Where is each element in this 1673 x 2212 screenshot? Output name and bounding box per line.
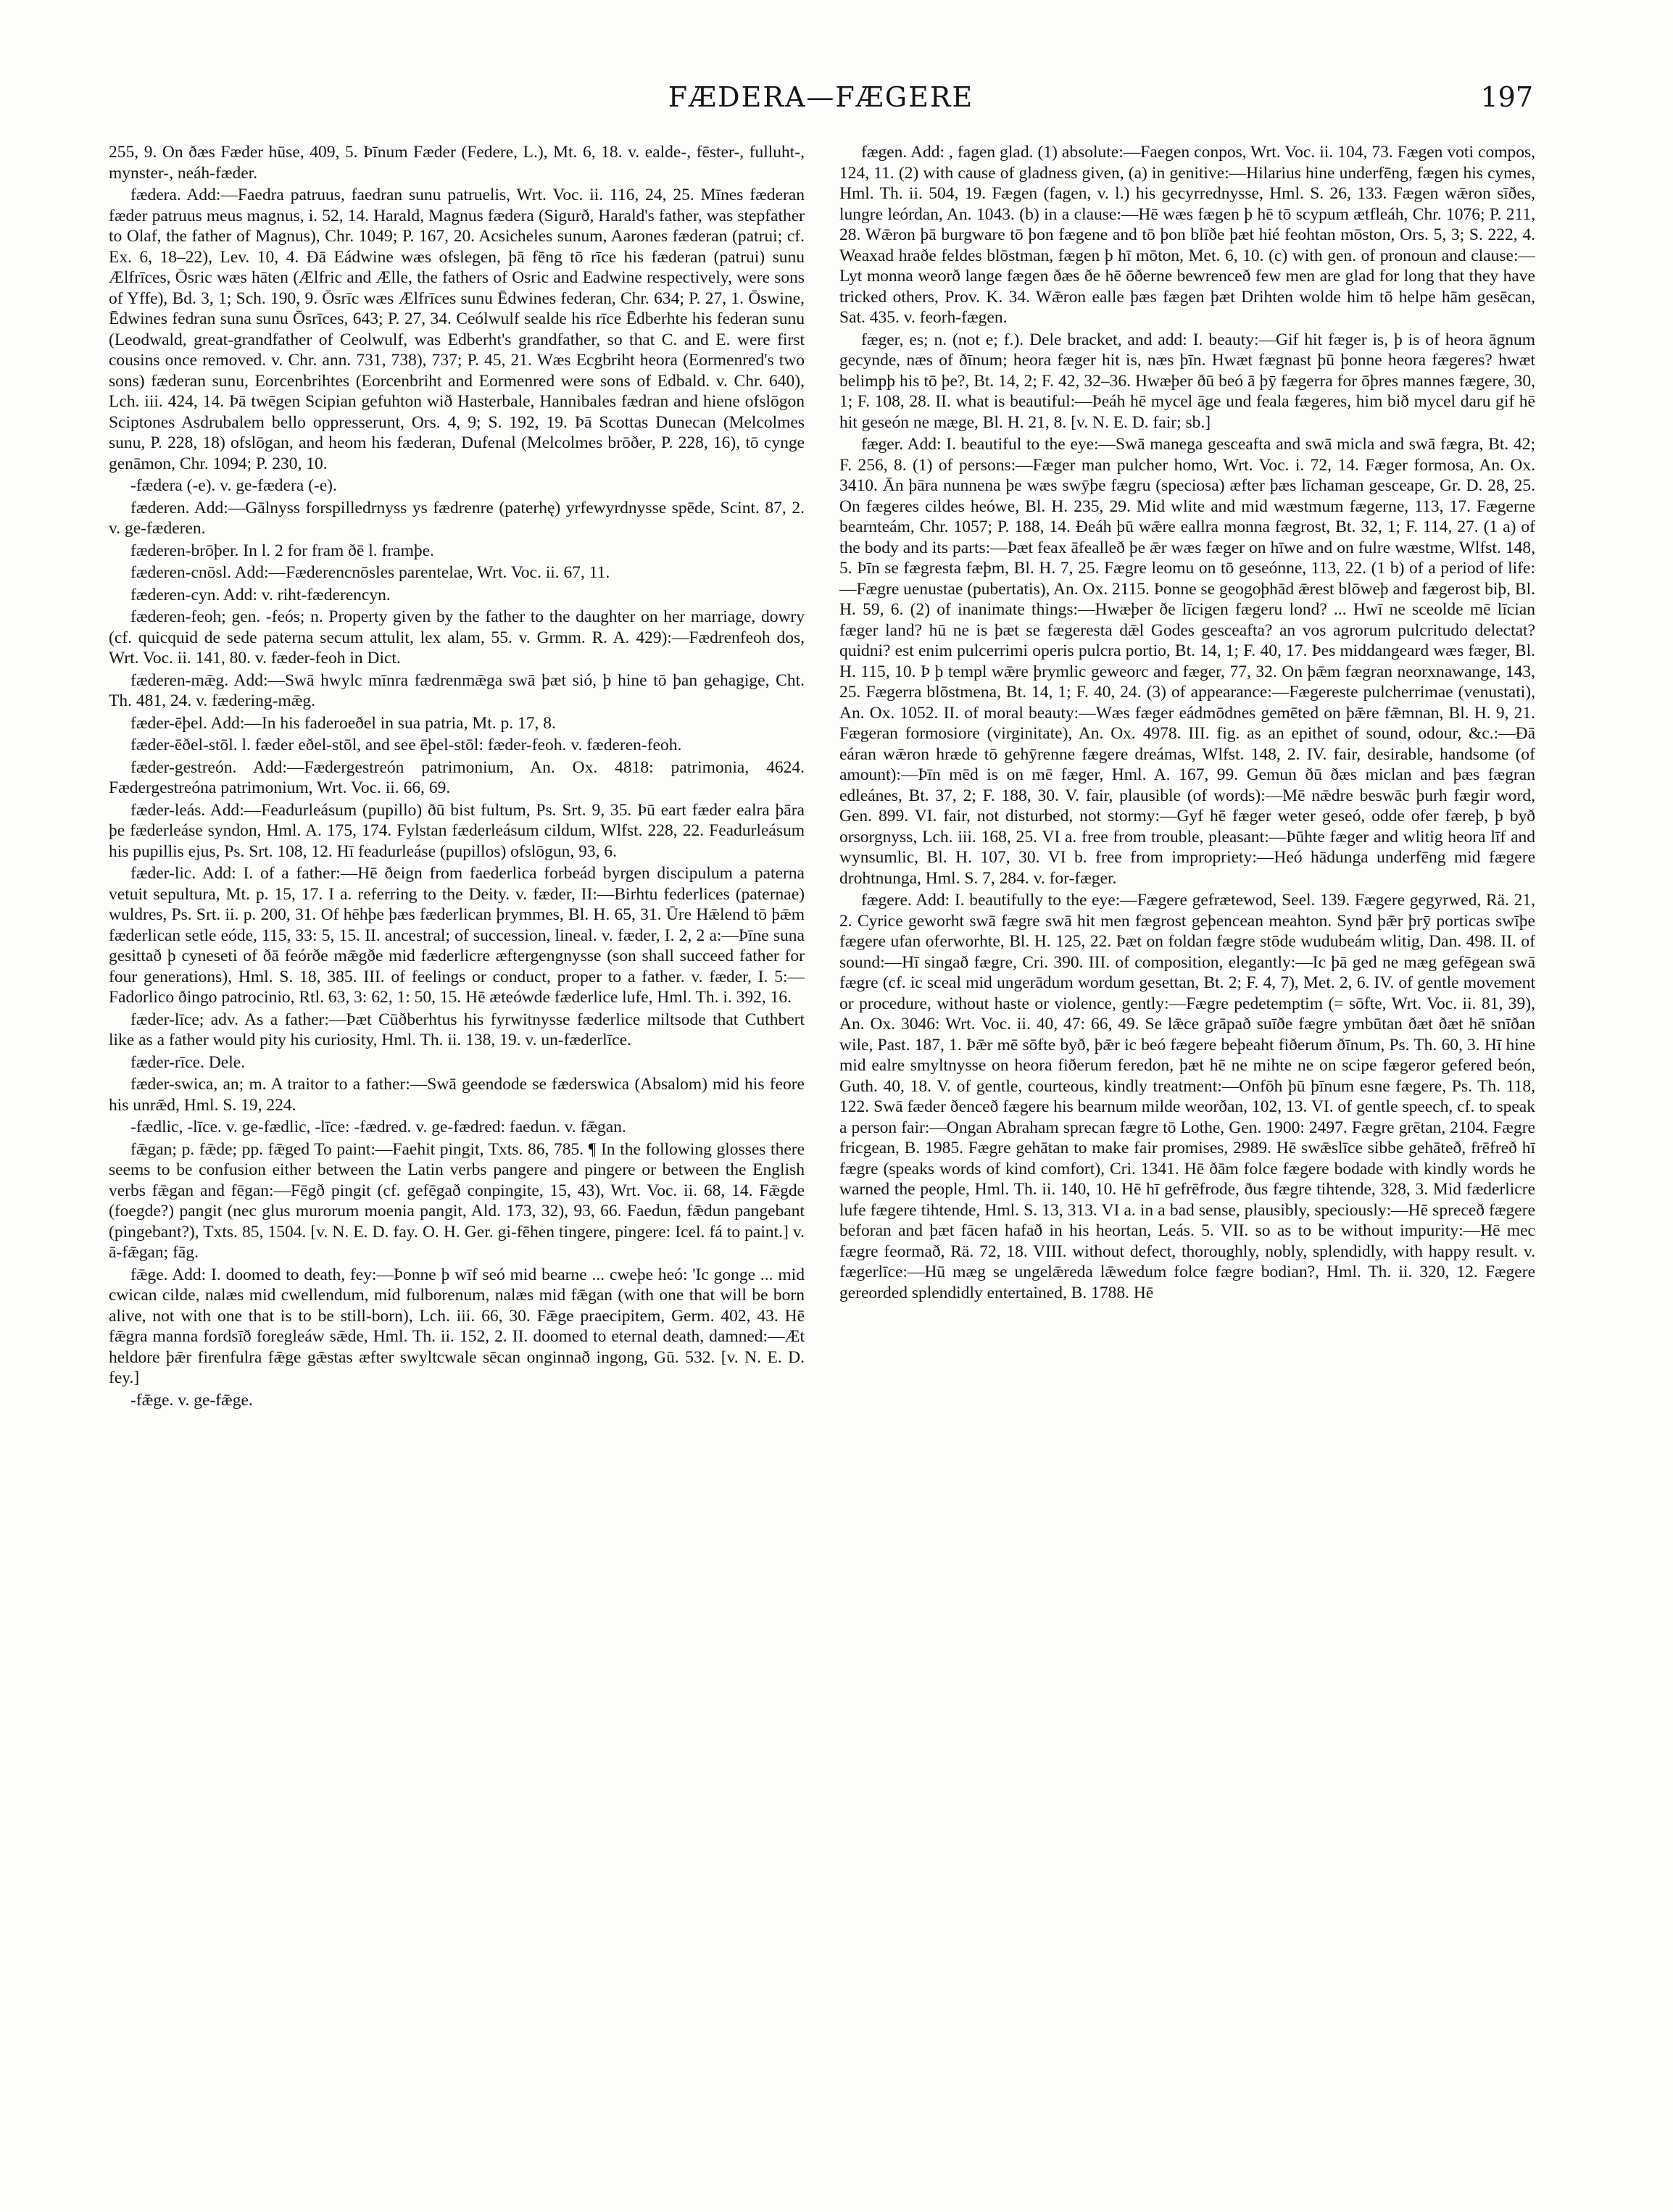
running-title: FÆDERA—FÆGERE — [668, 81, 974, 113]
dictionary-entry: -fædlic, -līce. v. ge-fædlic, -līce: -fædred. v. ge-fædred: faedun. v. fǣgan. — [130, 1118, 626, 1136]
dictionary-entry: fædera. Add:—Faedra patruus, faedran sunu patruelis, Wrt. Voc. ii. 116, 24, 25. Mīnes fæderan fæder patruus meus magnus, i. 52, 14. Harald, Magnus fædera (Sigurð, Harald's father, was stepfather to Olaf, the father of Magnus), Chr. 1049; P. 167, 20. Acsicheles sunum, Aarones fæderan (patrui; cf. Ex. 6, 18–22), Lev. 10, 4. Ðā Eádwine wæs ofslegen, þā fēng tō rīce his fæderan (patrui) sunu Ælfrīces, Ōsric wæs hāten (Ælfric and Ælle, the fathers of Osric and Eadwine respectively, were sons of Yffe), Bd. 3, 1; Sch. 190, 9. Ōsrīc wæs Ælfrīces sunu Ēdwines federan, Chr. 634; P. 27, 1. Ōswine, Ēdwines fedran suna sunu Ōsrīces, 643; P. 27, 34. Ceólwulf sealde his rīce Ēdberhte his federan sunu (Leodwald, great-grandfather of Ceolwulf, was Edberht's grandfather, so that C. and E. were first cousins once removed. v. Chr. ann. 731, 738), 737; P. 45, 21. Wæs Ecgbriht heora (Eormenred's two sons) fæderan sunu, Eorcenbrihtes (Eorcenbriht and Eormenred were sons of Edbald. v. Chr. 640), Lch. iii. 424, 14. Þā twēgen Scipian gefuhton wið Hasterbale, Hannibales fædran and hiene ofslōgon Sciptones Asdrubalem bello oppresserunt, Ors. 4, 9; S. 192, 19. Þā Scottas Dunecan (Melcolmes sunu, P. 228, 18) ofslōgan, and heom his fæderan, Dufenal (Melcolmes brōðer, P. 228, 16), tō cynge genāmon, Chr. 1094; P. 230, 10. — [109, 186, 805, 473]
right-column — [839, 142, 1535, 2164]
dictionary-entry: fæder-rīce. Dele. — [130, 1052, 246, 1072]
dictionary-entry: fæderen. Add:—Gālnyss forspilledrnyss ys fædrenre (paterhę) yrfewyrdnysse spēde, Scint. 87, 2. v. ge-fæderen. — [109, 498, 805, 538]
dictionary-entry: fæderen-mǣg. Add:—Swā hwylc mīnra fædrenmǣga swā þæt sió, þ hine tō þan gehagige, Cht. Th. 481, 24. v. fædering-mǣg. — [109, 670, 805, 710]
dictionary-entry: fægen. Add: , fagen glad. (1) absolute:—Faegen conpos, Wrt. Voc. ii. 104, 73. Fægen voti compos, 124, 11. (2) with cause of gladness given, (a) in genitive:—Hilarius hine underfēng, fægen his cymes, Hml. Th. ii. 504, 19. Fægen (fagen, v. l.) his gecyrrednysse, Hml. S. 26, 133. Fægen wǣron sīðes, lungre leórdan, An. 1043. (b) in a clause:—Hē wæs fægen þ hē tō scypum ætfleáh, Chr. 1076; P. 211, 28. Wǣron þā burgware tō þon fægene and tō þon blīðe þæt hié feohtan mōston, Ors. 5, 3; S. 222, 4. Weaxad hraðe feldes blōstman, fægen þ hī mōton, Met. 6, 10. (c) with gen. of pronoun and clause:—Lyt monna weorð lange fægen ðæs ðe hē ōðerne bewrenceð few men are glad for long that they have tricked others, Prov. K. 34. Wǣron ealle þæs fægen þæt Drihten wolde him tō helpe hām gesēcan, Sat. 435. v. feorh-fægen. — [839, 143, 1535, 327]
dictionary-entry: fæger. Add: I. beautiful to the eye:—Swā manega gesceafta and swā micla and swā fægra, Bt. 42; F. 256, 8. (1) of persons:—Fæger man pulcher homo, Wrt. Voc. i. 72, 14. Fæger formosa, An. Ox. 3410. Ān þāra nunnena þe wæs swȳþe fægru (speciosa) æfter þæs līchaman gesceape, Gr. D. 28, 25. On fægeres cildes heówe, Bl. H. 235, 29. Mid wlite and mid wæstmum fægerne, 113, 17. Fægerne bearnteám, Chr. 1057; P. 188, 14. Ðeáh þū wǣre eallra monna fægrost, Bt. 32, 1; F. 114, 27. (1 a) of the body and its parts:—Þæt feax āfealleð þe ǣr wæs fæger on hīwe and on fulre wæstme, Wlfst. 148, 5. Þīn se fægresta fæþm, Bl. H. 7, 25. Fægre leomu on tō geseónne, 113, 22. (1 b) of a period of life:—Fægre uenustae (pubertatis), An. Ox. 2115. Þonne se geogoþhād ǣrest blōweþ and fægerost biþ, Bl. H. 59, 6. (2) of inanimate things:—Hwæþer ðe līcigen fægeru lond? ... Hwī ne sceolde mē līcian fæger land? hū ne is þæt se fægeresta dǣl Godes gesceafta? an vos agrorum pulcritudo delectat? quidni? est enim pulcerrimi operis pulcra portio, Bt. 14, 1; F. 40, 17. Þes middangeard wæs fæger, Bl. H. 115, 10. Þ þ templ wǣre þrymlic geweorc and fæger, 77, 32. On þǣm fægran neorxnawange, 143, 25. Fægerra blōstmena, Bt. 14, 1; F. 40, 24. (3) of appearance:—Fægereste pulcherrimae (venustati), An. Ox. 1052. II. of moral beauty:—Wæs fæger eádmōdnes gemēted on þǣre fǣmnan, Bl. H. 9, 21. Fægeran formosiore (virginitate), An. Ox. 4978. III. fig. as an epithet of sound, odour, &c.:—Ðā eáran wǣron hræde tō gehȳrenne fægere dreámas, Wlfst. 148, 2. IV. fair, desirable, handsome (of amount):—Þīn mēd is on mē fæger, Hml. A. 167, 99. Gemun ðū ðæs miclan and þæs fægran edleánes, Bt. 37, 2; F. 188, 30. V. fair, plausible (of words):—Mē nǣdre beswāc þurh fægir word, Gen. 899. VI. fair, not disturbed, not stormy:—Gyf hē fæger weter geseó, odde ofer færeþ, þ byð orsorgnyss, Lch. iii. 168, 25. VI a. free from trouble, pleasant:—Þūhte fæger and wlitig heora līf and wynsumlic, Bl. H. 107, 30. VI b. free from impropriety:—Heó hādunga underfēng mid fægere drohtnunga, Hml. S. 7, 284. v. for-fæger. — [839, 435, 1535, 888]
dictionary-entry: fæger, es; n. (not e; f.). Dele bracket, and add: I. beauty:—Gif hit fæger is, þ is of heora āgnum gecynde, næs of ðīnum; heora fæger hit is, næs þīn. Hwæt fægnast þū þonne heora fægeres? hwæt belimpþ his tō þe?, Bt. 14, 2; F. 42, 32–36. Hwæþer ðū beó ā þȳ fægerra for ōþres mannes fægere, 30, 1; F. 108, 28. II. what is beautiful:—Þeáh hē mycel āge und feala fægeres, him bið mycel daru gif hē hit geseón ne mæge, Bl. H. 21, 8. [v. N. E. D. fair; sb.] — [839, 330, 1535, 432]
dictionary-entry: fæder-lic. Add: I. of a father:—Hē ðeign from faederlica forbeád byrgen discipulum a paterna vetuit sepultura, Mt. p. 15, 17. I a. referring to the Deity. v. fæder, II:—Birhtu federlices (paternae) wuldres, Ps. Srt. ii. p. 200, 31. Of hēhþe þæs fæderlican þrymmes, Bl. H. 65, 31. Ūre Hǣlend tō þǣm fæderlican setle eóde, 115, 33: 5, 15. II. ancestral; of succession, lineal. v. fæder, I. 2, 2 a:—Þīne suna gesittað þ cyneseti of ðā feórðe mǣgðe mid fæderlicre æftergengnysse (son shall succeed father for four generations), Hml. S. 18, 385. III. of feelings or conduct, proper to a father. v. fæder, I. 5:—Fadorlico ðingo patrocinio, Rtl. 63, 3: 62, 1: 50, 15. Hē æteówde fæderlice lufe, Hml. Th. i. 392, 16. — [109, 864, 805, 1007]
page-number: 197 — [1480, 81, 1533, 113]
dictionary-entry: fæderen-brōþer. In l. 2 for fram ðē l. framþe. — [130, 541, 434, 560]
dictionary-entry: fæderen-cnōsl. Add:—Fæderencnōsles parentelae, Wrt. Voc. ii. 67, 11. — [130, 563, 610, 582]
dictionary-entry: fæder-līce; adv. As a father:—Þæt Cūðberhtus his fyrwitnysse fæderlice miltsode that Cuthbert like as a father would pity his curiosity, Hml. Th. ii. 138, 19. v. un-fæderlīce. — [109, 1010, 805, 1049]
dictionary-entry: fǣgan; p. fǣde; pp. fǣged To paint:—Faehit pingit, Txts. 86, 785. ¶ In the following glosses there seems to be confusion either between the Latin verbs pangere and pingere or between the English verbs fǣgan and fēgan:—Fēgð pingit (cf. gefēgað conpingite, 15, 43), Wrt. Voc. ii. 68, 14. Fǣgde (foegde?) pangit (nec glus murorum moenia pangit, Ald. 173, 32), 93, 66. Faedun, fǣdun pangebant (pingebant?), Txts. 85, 1504. [v. N. E. D. fay. O. H. Ger. gi-fēhen tingere, pingere: Icel. fá to paint.] v. ā-fǣgan; fāg. — [109, 1139, 805, 1262]
left-column — [109, 142, 805, 2164]
dictionary-entry: fægere. Add: I. beautifully to the eye:—Fægere gefrætewod, Seel. 139. Fægere gegyrwed, Rä. 21, 2. Cyrice geworht swā fægre swā hit men fægrost geþencean meahton. Synd þǣr þrȳ porticas swīþe fægere ufan oferworhte, Bl. H. 125, 22. Þæt on foldan fægre stōde wudubeám wlitig, Dan. 498. II. of sound:—Hī singað fægre, Cri. 390. III. of composition, elegantly:—Ic þā ged ne mæg gefēgean swā fægre (cf. ic sceal mid ungerādum wordum gesettan, Bt. 2; F. 4, 7), Met. 2, 6. IV. of gentle movement or procedure, without haste or violence, gently:—Fægre pedetemptim (= sōfte, Wrt. Voc. ii. 81, 39), An. Ox. 3046: Wrt. Voc. ii. 40, 47: 66, 49. Se lǣce grāpað suīðe fægre ymbūtan ðæt ðæt hē snīðan wile, Past. 187, 1. Þǣr mē sōfte byð, þǣr ic beó fægere beþeaht fiðerum ðīnum, Ps. Th. 60, 3. Hī hine mid ealre smyltnysse on heora fiðerum feredon, þæt hē ne mihte ne on scipe fægeror gefered beón, Guth. 40, 18. V. of gentle, courteous, kindly treatment:—Onfōh þū þīnum esne fægere, Ps. Th. 118, 122. Swā fæder ðenceð fægere his bearnum milde weorðan, 102, 13. VI. of gentle speech, cf. to speak a person fair:—Ongan Abraham sprecan fægre tō Lothe, Gen. 1900: 2497. Fægre grētan, 2104. Fægre fricgean, B. 1985. Fægre gehātan to make fair promises, 2989. Hē swǣslīce sibbe gehāteð, frēfreð hī fægre (speaks words of kind comfort), Cri. 1341. Hē ðām folce fægere bodade with kindly words he warned the people, Hml. Th. ii. 140, 10. Hē hī gefrēfrode, ðus fægre tihtende, 328, 3. Mid fæderlicre lufe fægere tihtende, Hml. S. 13, 313. VI a. in a bad sense, plausibly, speciously:—Hē spreceð fægere beforan and þæt fācen hafað in his heortan, Leás. 5. VII. so as to be without impurity:—Hē mec fægre feormað, Rä. 72, 18. VIII. without defect, thoroughly, nobly, splendidly, with happy result. v. fægerlīce:—Hū mæg se ungelǣreda lǣwedum folce fægre bodian?, Hml. Th. ii. 320, 12. Fægere gereorded splendidly entertained, B. 1788. Hē — [839, 891, 1535, 1302]
dictionary-entry: 255, 9. On ðæs Fæder hūse, 409, 5. Þīnum Fæder (Federe, L.), Mt. 6, 18. v. ealde-, fēster-, fulluht-, mynster-, neáh-fæder. — [109, 143, 805, 183]
dictionary-entry: fæder-ēþel. Add:—In his faderoeðel in sua patria, Mt. p. 17, 8. — [130, 713, 556, 733]
dictionary-entry: fæderen-cyn. Add: v. riht-fæderencyn. — [130, 585, 391, 604]
dictionary-entry: fæder-gestreón. Add:—Fædergestreón patrimonium, An. Ox. 4818: patrimonia, 4624. Fædergestreóna patrimonium, Wrt. Voc. ii. 66, 69. — [109, 757, 805, 797]
dictionary-entry: -fædera (-e). v. ge-fædera (-e). — [130, 476, 337, 495]
page-header — [109, 81, 1533, 125]
dictionary-entry: -fǣge. v. ge-fǣge. — [130, 1390, 253, 1410]
dictionary-entry: fæder-ēðel-stōl. l. fæder eðel-stōl, and see ēþel-stōl: fæder-feoh. v. fæderen-feoh. — [130, 736, 682, 754]
dictionary-entry: fæder-swica, an; m. A traitor to a father:—Swā geendode se fæderswica (Absalom) mid his feore his unrǣd, Hml. S. 19, 224. — [109, 1075, 805, 1115]
dictionary-entry: fæderen-feoh; gen. -feós; n. Property given by the father to the daughter on her marriage, dowry (cf. quicquid de sede paterna secum attulit, lex alam, 55. v. Grmm. R. A. 429):—Fædrenfeoh dos, Wrt. Voc. ii. 141, 80. v. fæder-feoh in Dict. — [109, 607, 805, 668]
dictionary-entry: fæder-leás. Add:—Feadurleásum (pupillo) ðū bist fultum, Ps. Srt. 9, 35. Þū eart fæder ealra þāra þe fæderleáse syndon, Hml. A. 175, 174. Fylstan fæderleásum cildum, Wlfst. 228, 22. Feadurleásum his pupillis ejus, Ps. Srt. 108, 12. Hī feadurleáse (pupillos) ofslōgun, 93, 6. — [109, 800, 805, 861]
dictionary-entry: fǣge. Add: I. doomed to death, fey:—Þonne þ wīf seó mid bearne ... cweþe heó: 'Ic gonge ... mid cwican cilde, nalæs mid cwellendum, mid fulborenum, nalæs mid fǣgan (with one that will be born alive, not with one that is to be still-born), Lch. iii. 66, 30. Fǣge praecipitem, Germ. 402, 43. Hē fǣgra manna fordsīð foregleáw sǣde, Hml. Th. ii. 152, 2. II. doomed to eternal death, damned:—Æt heldore þǣr firenfulra fǣge gǣstas æfter swyltcwale sēcan onginnað ingong, Gū. 532. [v. N. E. D. fey.] — [109, 1265, 805, 1387]
